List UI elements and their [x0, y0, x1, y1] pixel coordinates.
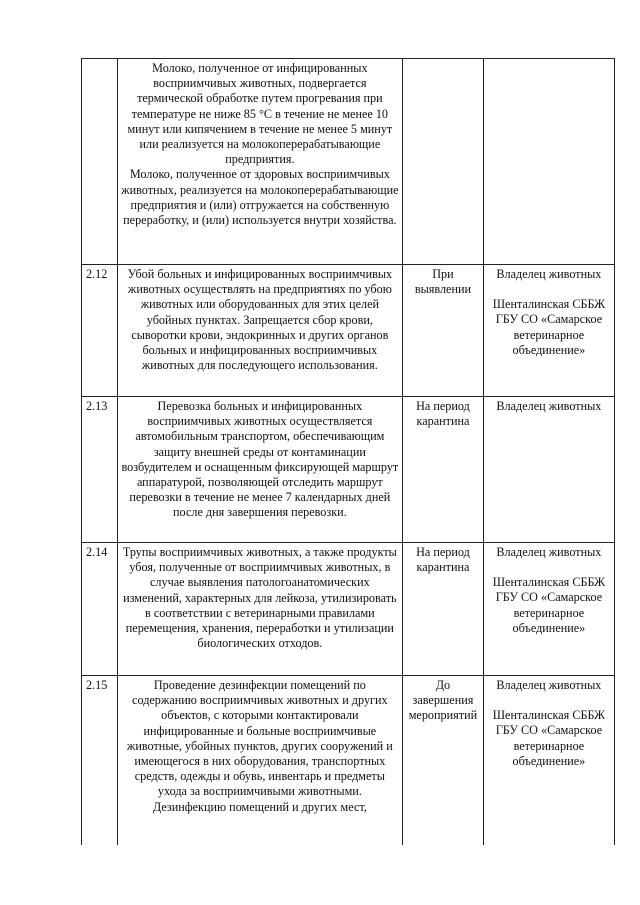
spacer: [487, 560, 611, 575]
measure-description: [117, 676, 402, 846]
item-number: 2.15: [82, 676, 118, 846]
responsible-owner: Владелец животных: [496, 545, 602, 559]
measure-description: [117, 543, 402, 676]
measure-description: [117, 397, 402, 543]
measure-responsible: [483, 397, 614, 543]
measure-responsible: [483, 265, 614, 397]
responsible-owner: Владелец животных: [496, 267, 602, 281]
spacer: [487, 693, 611, 708]
description-paragraph: Трупы восприимчивых животных, а также продукты убоя, полученные от восприимчивых животных, в случае выявления патологоанатомических изменений, характерных для лейкоза, утилизировать в соответствии с ветеринарными правилами перемещения, хранения, переработки и утилизации биологических отходов.: [122, 545, 397, 651]
responsible-owner: Владелец животных: [496, 678, 602, 692]
item-number: [82, 59, 118, 265]
measure-term: На период карантина: [403, 543, 484, 676]
description-paragraph: Убой больных и инфицированных восприимчивых животных осуществлять на предприятиях по убою животных или оборудованных для этих целей убойных пунктах. Запрещается сбор крови, сыворотки крови, эндокринных и других органов больных и инфицированных восприимчивых животных для последующего использования.: [127, 267, 393, 373]
description-paragraph: Молоко, полученное от здоровых восприимчивых животных, реализуется на молокоперерабатывающие предприятия и (или) отгружается на собственную переработку, и (или) используется внутри хозяйства.: [121, 167, 399, 228]
responsible-vet-service: Шенталинская СББЖ ГБУ СО «Самарское ветеринарное объединение»: [492, 575, 606, 635]
measures-table: [81, 58, 615, 845]
item-number: 2.13: [82, 397, 118, 543]
measure-description: [117, 59, 402, 265]
description-paragraph: Проведение дезинфекции помещений по содержанию восприимчивых животных и других объектов, с которыми контактировали инфицированные и больные восприимчивые животные, убойных пунктов, других сооружений и имеющегося в них оборудования, транспортных средств, одежды и обувь, инвентарь и предметы ухода за восприимчивыми животными.: [126, 678, 393, 799]
responsible-vet-service: Шенталинская СББЖ ГБУ СО «Самарское ветеринарное объединение»: [492, 297, 606, 357]
table-row: [82, 397, 615, 543]
measures-table-body: [82, 59, 615, 846]
description-paragraph: Молоко, полученное от инфицированных восприимчивых животных, подвергается термической обработке путем прогревания при температуре не ниже 85 °С в течение не менее 10 минут или кипячением в течение не менее 5 минут или реализуется на молокоперерабатывающие предприятия.: [127, 61, 393, 167]
measure-responsible: [483, 543, 614, 676]
table-row: [82, 543, 615, 676]
responsible-owner: Владелец животных: [496, 399, 602, 413]
description-paragraph: Перевозка больных и инфицированных восприимчивых животных осуществляется автомобильным транспортом, обеспечивающим защиту внешней среды от контаминации возбудителем и оснащенным фиксирующей маршрут аппаратурой, позволяющей отследить маршрут перевозки в течение не менее 7 календарных дней после дня завершения перевозки.: [121, 399, 399, 520]
measure-description: [117, 265, 402, 397]
item-number: 2.14: [82, 543, 118, 676]
measure-term: На период карантина: [403, 397, 484, 543]
item-number: 2.12: [82, 265, 118, 397]
measure-term: До завершения мероприятий: [403, 676, 484, 846]
measure-term: При выявлении: [403, 265, 484, 397]
measure-responsible: [483, 59, 614, 265]
measure-responsible: [483, 676, 614, 846]
measure-term: [403, 59, 484, 265]
responsible-vet-service: Шенталинская СББЖ ГБУ СО «Самарское ветеринарное объединение»: [492, 708, 606, 768]
description-paragraph: Дезинфекцию помещений и других мест,: [152, 799, 367, 814]
table-row: [82, 59, 615, 265]
spacer: [487, 282, 611, 297]
table-row: [82, 676, 615, 846]
table-row: [82, 265, 615, 397]
